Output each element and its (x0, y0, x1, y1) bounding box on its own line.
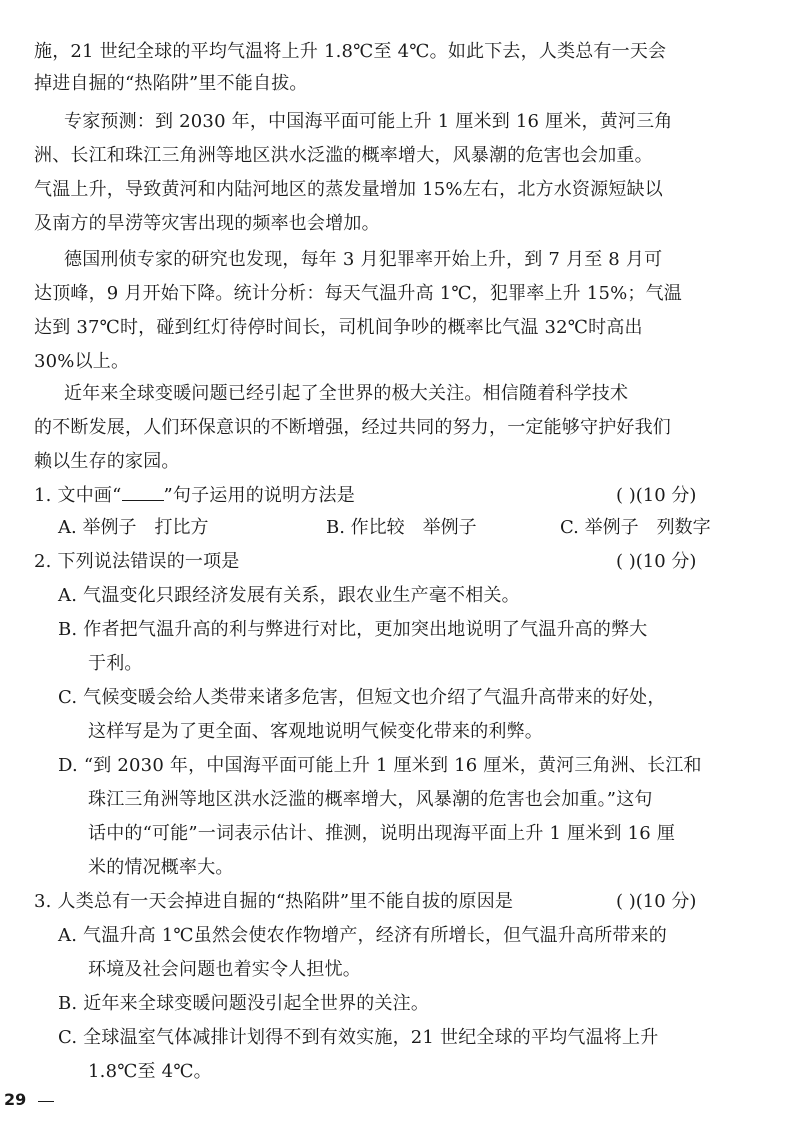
footer-divider (38, 1101, 54, 1102)
option-c[interactable]: C. 举例子 列数字 (560, 517, 711, 538)
option-a[interactable]: A. 气温变化只跟经济发展有关系，跟农业生产毫不相关。 (58, 585, 520, 606)
option-b-continued: 于利。 (88, 653, 143, 674)
option-d-continued: 珠江三角洲等地区洪水泛滥的概率增大，风暴潮的危害也会加重。”这句 (88, 789, 653, 810)
passage-line: 专家预测：到 2030 年，中国海平面可能上升 1 厘米到 16 厘米，黄河三角 (64, 111, 673, 132)
option-d-continued: 米的情况概率大。 (88, 857, 234, 878)
passage-line: 达顶峰，9 月开始下降。统计分析：每天气温升高 1℃，犯罪率上升 15%；气温 (34, 283, 683, 304)
option-c-continued: 这样写是为了更全面、客观地说明气候变化带来的利弊。 (88, 721, 543, 742)
passage-line: 及南方的旱涝等灾害出现的频率也会增加。 (34, 213, 380, 234)
option-d[interactable]: D. “到 2030 年，中国海平面可能上升 1 厘米到 16 厘米，黄河三角洲、长江和 (58, 755, 702, 776)
question-3-score: ( )(10 分) (616, 891, 697, 912)
option-a-continued: 环境及社会问题也着实令人担忧。 (88, 959, 361, 980)
option-d-continued: 话中的“可能”一词表示估计、推测，说明出现海平面上升 1 厘米到 16 厘 (88, 823, 676, 844)
passage-line: 近年来全球变暖问题已经引起了全世界的极大关注。相信随着科学技术 (64, 383, 629, 404)
passage-line: 施，21 世纪全球的平均气温将上升 1.8℃至 4℃。如此下去，人类总有一天会 (34, 41, 667, 62)
question-2-stem: 2. 下列说法错误的一项是 (34, 551, 240, 572)
question-1-stem-after: ”句子运用的说明方法是 (163, 485, 355, 506)
passage-line: 达到 37℃时，碰到红灯待停时间长，司机间争吵的概率比气温 32℃时高出 (34, 317, 643, 338)
question-2-score: ( )(10 分) (616, 551, 697, 572)
option-a[interactable]: A. 举例子 打比方 (58, 517, 209, 538)
passage-line: 掉进自掘的“热陷阱”里不能自拔。 (34, 73, 308, 94)
option-a[interactable]: A. 气温升高 1℃虽然会使农作物增产，经济有所增长，但气温升高所带来的 (58, 925, 667, 946)
passage-line: 30%以上。 (34, 351, 130, 372)
option-b[interactable]: B. 作者把气温升高的利与弊进行对比，更加突出地说明了气温升高的弊大 (58, 619, 648, 640)
question-3-stem: 3. 人类总有一天会掉进自掘的“热陷阱”里不能自拔的原因是 (34, 891, 514, 912)
passage-line: 的不断发展，人们环保意识的不断增强，经过共同的努力，一定能够守护好我们 (34, 417, 671, 438)
passage-line: 洲、长江和珠江三角洲等地区洪水泛滥的概率增大，风暴潮的危害也会加重。 (34, 145, 653, 166)
passage-line: 德国刑侦专家的研究也发现，每年 3 月犯罪率开始上升，到 7 月至 8 月可 (64, 249, 663, 270)
question-1-score: ( )(10 分) (616, 485, 697, 506)
answer-blank[interactable] (122, 486, 164, 501)
option-b[interactable]: B. 近年来全球变暖问题没引起全世界的关注。 (58, 993, 430, 1014)
question-1-stem (34, 484, 355, 508)
option-c[interactable]: C. 全球温室气体减排计划得不到有效实施，21 世纪全球的平均气温将上升 (58, 1027, 659, 1048)
page-number: 29 (4, 1090, 27, 1109)
option-b[interactable]: B. 作比较 举例子 (326, 517, 477, 538)
option-c[interactable]: C. 气候变暖会给人类带来诸多危害，但短文也介绍了气温升高带来的好处， (58, 687, 666, 708)
passage-line: 气温上升，导致黄河和内陆河地区的蒸发量增加 15%左右，北方水资源短缺以 (34, 179, 663, 200)
question-1-stem-before: 1. 文中画“ (34, 485, 122, 506)
passage-line: 赖以生存的家园。 (34, 451, 180, 472)
option-c-continued: 1.8℃至 4℃。 (88, 1061, 212, 1082)
